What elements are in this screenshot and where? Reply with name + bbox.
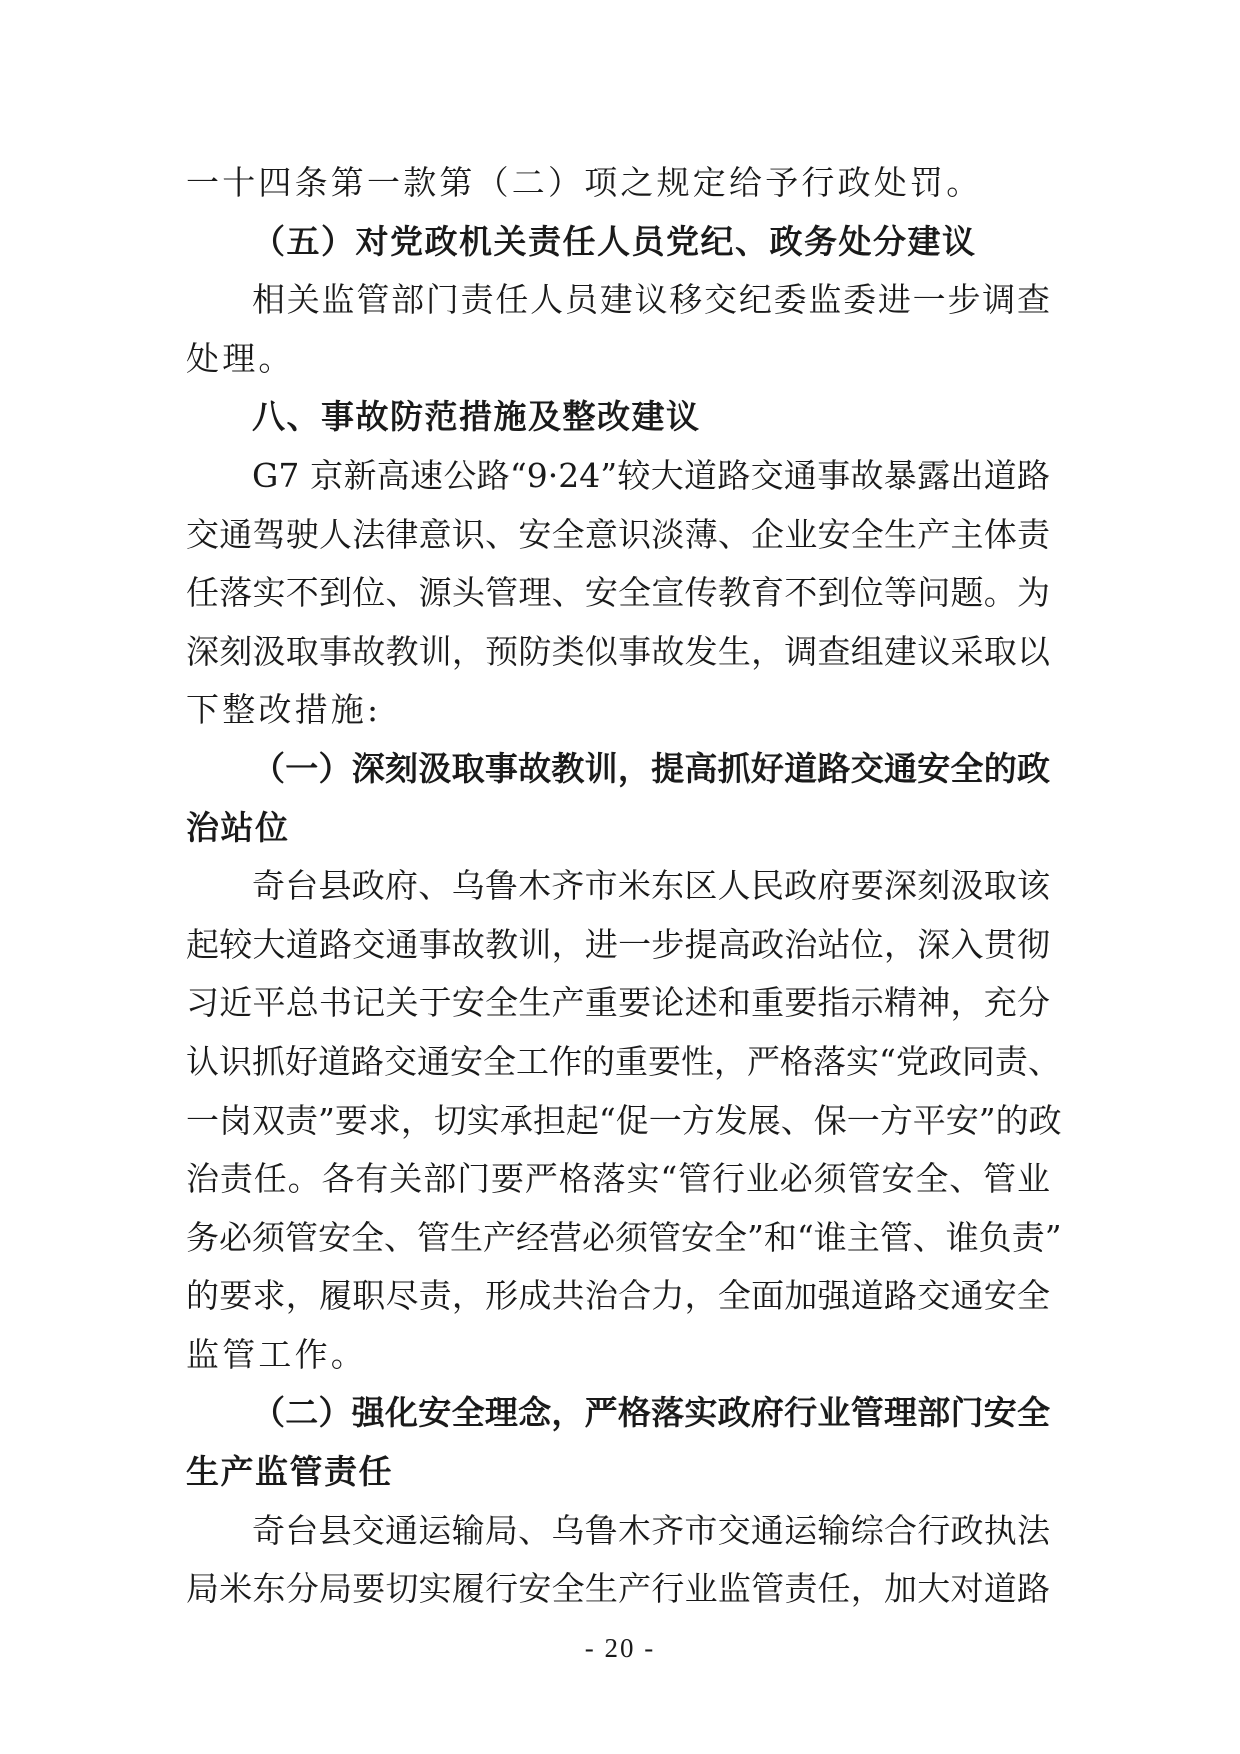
text-line: 起较大道路交通事故教训，进一步提高政治站位，深入贯彻 [186, 924, 1050, 964]
text-line: 处理。 [186, 338, 295, 378]
text-line: 习近平总书记关于安全生产重要论述和重要指示精神，充分 [186, 983, 1050, 1023]
section-heading: （二）强化安全理念，严格落实政府行业管理部门安全 [252, 1393, 1050, 1433]
text-line: 治责任。各有关部门要严格落实“管行业必须管安全、管业 [186, 1159, 1050, 1199]
text-line: 认识抓好道路交通安全工作的重要性，严格落实“党政同责、 [186, 1041, 1061, 1081]
text-line: 一岗双责”要求，切实承担起“促一方发展、保一方平安”的政 [186, 1100, 1062, 1140]
page-number: - 20 - [584, 1633, 656, 1663]
section-heading-continued: 治站位 [186, 807, 290, 847]
text-line: 相关监管部门责任人员建议移交纪委监委进一步调查 [252, 280, 1050, 320]
text-line: 局米东分局要切实履行安全生产行业监管责任，加大对道路 [186, 1569, 1050, 1609]
section-heading: （一）深刻汲取事故教训，提高抓好道路交通安全的政 [252, 748, 1050, 788]
text-line: 深刻汲取事故教训，预防类似事故发生，调查组建议采取以 [186, 631, 1050, 671]
text-line: G7 京新高速公路“9·24”较大道路交通事故暴露出道路 [252, 455, 1050, 495]
text-line: 奇台县政府、乌鲁木齐市米东区人民政府要深刻汲取该 [252, 866, 1050, 906]
section-heading: （五）对党政机关责任人员党纪、政务处分建议 [252, 221, 977, 261]
text-line: 下整改措施: [186, 690, 382, 730]
text-line: 奇台县交通运输局、乌鲁木齐市交通运输综合行政执法 [252, 1510, 1050, 1550]
document-body [186, 154, 1062, 1619]
text-line: 交通驾驶人法律意识、安全意识淡薄、企业安全生产主体责 [186, 514, 1050, 554]
text-line: 一十四条第一款第（二）项之规定给予行政处罚。 [186, 163, 983, 202]
text-line: 务必须管安全、管生产经营必须管安全”和“谁主管、谁负责” [186, 1217, 1062, 1257]
text-line: 的要求，履职尽责，形成共治合力，全面加强道路交通安全 [186, 1276, 1050, 1316]
text-line: 任落实不到位、源头管理、安全宣传教育不到位等问题。为 [186, 573, 1050, 613]
chapter-heading: 八、事故防范措施及整改建议 [252, 397, 701, 437]
text-line: 监管工作。 [186, 1334, 367, 1374]
section-heading-continued: 生产监管责任 [186, 1452, 393, 1492]
